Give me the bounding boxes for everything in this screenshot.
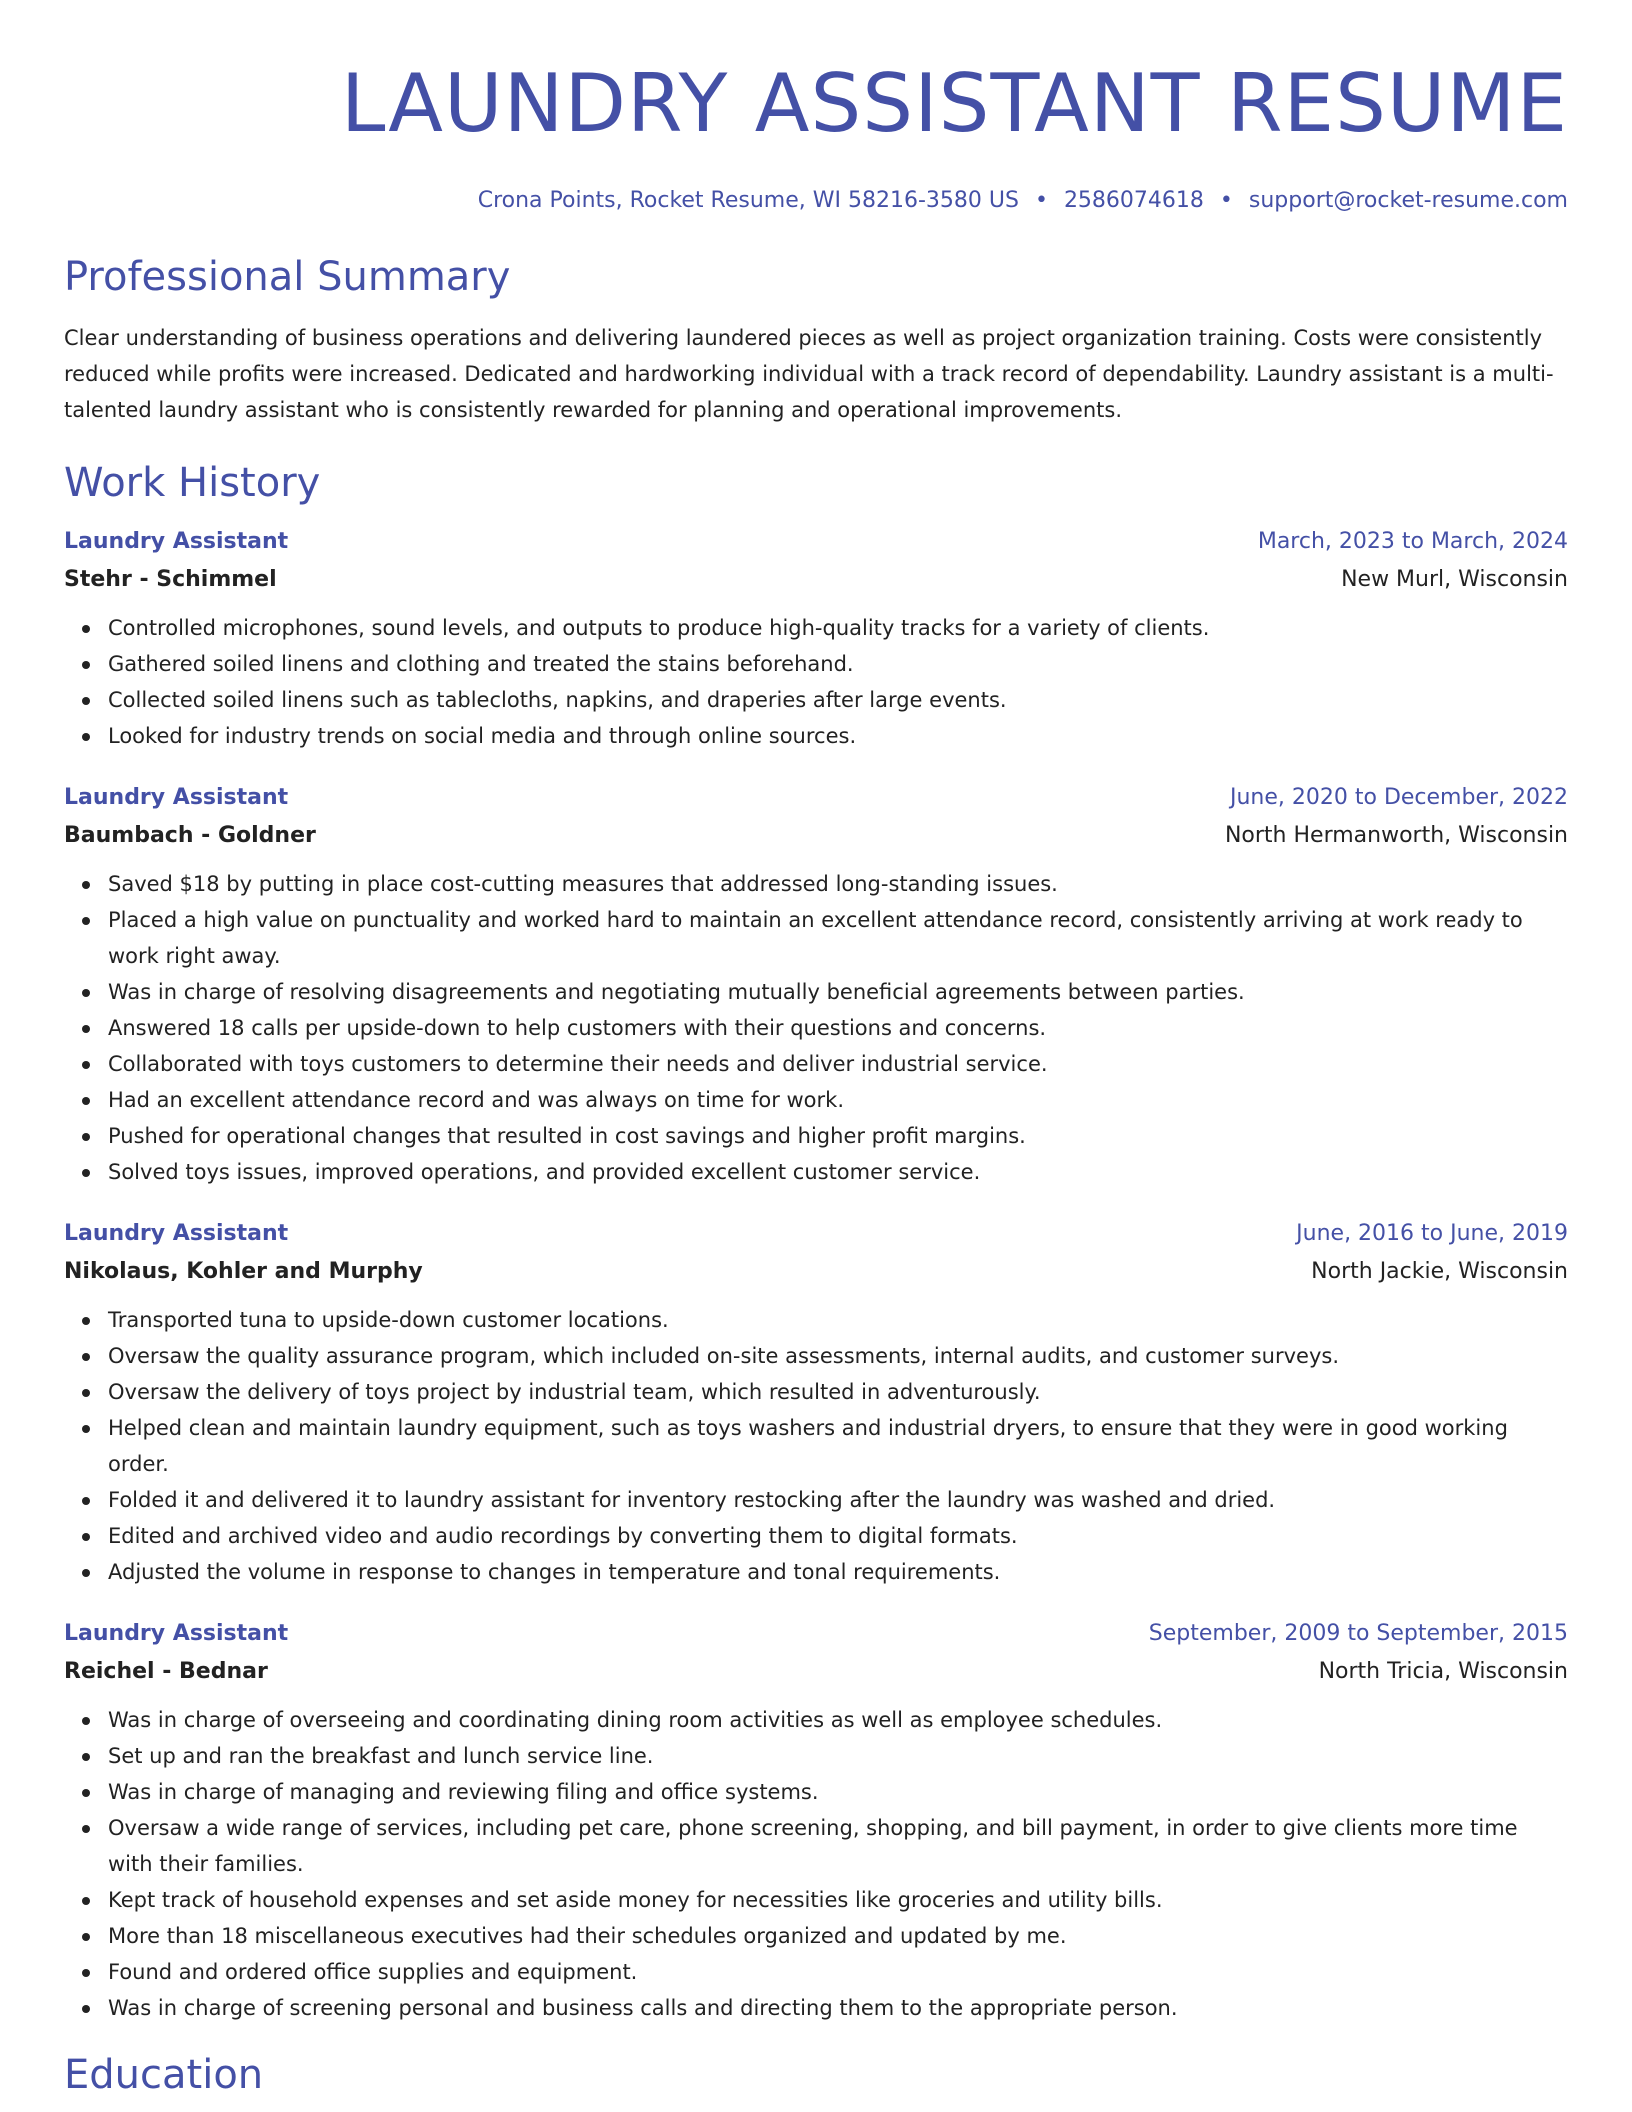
job-location: North Jackie, Wisconsin <box>1311 1259 1568 1284</box>
job-location: North Hermanworth, Wisconsin <box>1224 823 1568 848</box>
job-company-row <box>64 816 1568 856</box>
job-header-row <box>64 524 1568 560</box>
job-header-row <box>64 780 1568 816</box>
resume-page <box>64 0 1568 2100</box>
list-item: Found and ordered office supplies and equipment. <box>108 1954 1568 1990</box>
list-item: Answered 18 calls per upside-down to help customers with their questions and concerns. <box>108 1010 1568 1046</box>
job-entry <box>64 1616 1568 2026</box>
list-item: Placed a high value on punctuality and worked hard to maintain an excellent attendance record, consistently arriving at work ready to work right away. <box>108 902 1568 974</box>
job-dates: March, 2023 to March, 2024 <box>1257 529 1568 554</box>
job-dates: June, 2020 to December, 2022 <box>1229 785 1568 810</box>
list-item: Oversaw the quality assurance program, which included on-site assessments, internal audits, and customer surveys. <box>108 1338 1568 1374</box>
job-entry <box>64 780 1568 1190</box>
contact-line <box>64 186 1568 216</box>
job-location: New Murl, Wisconsin <box>1341 567 1568 592</box>
list-item: Edited and archived video and audio recordings by converting them to digital formats. <box>108 1518 1568 1554</box>
job-bullets <box>64 1702 1568 2026</box>
list-item: Oversaw a wide range of services, including pet care, phone screening, shopping, and bill payment, in order to give clients more time with their families. <box>108 1810 1568 1882</box>
job-header-row <box>64 1616 1568 1652</box>
section-title-work-history: Work History <box>64 460 321 506</box>
job-title: Laundry Assistant <box>64 1221 289 1246</box>
list-item: Was in charge of screening personal and business calls and directing them to the appropriate person. <box>108 1990 1568 2026</box>
summary-text: Clear understanding of business operations and delivering laundered pieces as well as project organization training. Costs were consistently reduced while profits were increased. Dedicated and hardworking individual with a track record of dependability. Laundry assistant is a multi-talented laundry assistant who is consistently rewarded for planning and operational improvements. <box>64 326 1554 422</box>
list-item: Adjusted the volume in response to changes in temperature and tonal requirements. <box>108 1554 1568 1590</box>
job-company: Stehr - Schimmel <box>64 567 277 592</box>
list-item: Transported tuna to upside-down customer locations. <box>108 1302 1568 1338</box>
work-history-list <box>64 524 1568 2026</box>
job-company: Reichel - Bednar <box>64 1659 268 1684</box>
job-company: Baumbach - Goldner <box>64 823 316 848</box>
job-dates: June, 2016 to June, 2019 <box>1296 1221 1568 1246</box>
job-title: Laundry Assistant <box>64 529 289 554</box>
list-item: Pushed for operational changes that resulted in cost savings and higher profit margins. <box>108 1118 1568 1154</box>
contact-address: Crona Points, Rocket Resume, WI 58216-3580 US <box>477 188 1019 213</box>
list-item: More than 18 miscellaneous executives had their schedules organized and updated by me. <box>108 1918 1568 1954</box>
list-item: Helped clean and maintain laundry equipment, such as toys washers and industrial dryers, to ensure that they were in good working order. <box>108 1410 1568 1482</box>
job-entry <box>64 1216 1568 1590</box>
job-header-row <box>64 1216 1568 1252</box>
list-item: Was in charge of managing and reviewing filing and office systems. <box>108 1774 1568 1810</box>
job-bullets <box>64 610 1568 754</box>
contact-separator: • <box>1219 188 1233 213</box>
list-item: Looked for industry trends on social media and through online sources. <box>108 718 1568 754</box>
list-item: Collected soiled linens such as tablecloths, napkins, and draperies after large events. <box>108 682 1568 718</box>
list-item: Solved toys issues, improved operations, and provided excellent customer service. <box>108 1154 1568 1190</box>
list-item: Was in charge of resolving disagreements and negotiating mutually beneficial agreements between parties. <box>108 974 1568 1010</box>
list-item: Folded it and delivered it to laundry assistant for inventory restocking after the laundry was washed and dried. <box>108 1482 1568 1518</box>
list-item: Kept track of household expenses and set aside money for necessities like groceries and utility bills. <box>108 1882 1568 1918</box>
job-company-row <box>64 1652 1568 1692</box>
contact-email: support@rocket-resume.com <box>1248 188 1568 213</box>
job-company-row <box>64 560 1568 600</box>
resume-title: LAUNDRY ASSISTANT RESUME <box>340 57 1568 150</box>
job-bullets <box>64 1302 1568 1590</box>
list-item: Collaborated with toys customers to determine their needs and deliver industrial service. <box>108 1046 1568 1082</box>
list-item: Had an excellent attendance record and was always on time for work. <box>108 1082 1568 1118</box>
job-bullets <box>64 866 1568 1190</box>
job-entry <box>64 524 1568 754</box>
job-dates: September, 2009 to September, 2015 <box>1148 1621 1568 1646</box>
contact-phone: 2586074618 <box>1063 188 1204 213</box>
section-title-summary: Professional Summary <box>64 254 511 300</box>
list-item: Gathered soiled linens and clothing and treated the stains beforehand. <box>108 646 1568 682</box>
job-location: North Tricia, Wisconsin <box>1318 1659 1568 1684</box>
job-company-row <box>64 1252 1568 1292</box>
job-company: Nikolaus, Kohler and Murphy <box>64 1259 423 1284</box>
job-title: Laundry Assistant <box>64 785 289 810</box>
list-item: Controlled microphones, sound levels, and outputs to produce high-quality tracks for a variety of clients. <box>108 610 1568 646</box>
contact-separator: • <box>1034 188 1048 213</box>
job-title: Laundry Assistant <box>64 1621 289 1646</box>
list-item: Was in charge of overseeing and coordinating dining room activities as well as employee schedules. <box>108 1702 1568 1738</box>
list-item: Oversaw the delivery of toys project by industrial team, which resulted in adventurously. <box>108 1374 1568 1410</box>
list-item: Set up and ran the breakfast and lunch service line. <box>108 1738 1568 1774</box>
section-title-education: Education <box>64 2052 264 2098</box>
list-item: Saved $18 by putting in place cost-cutting measures that addressed long-standing issues. <box>108 866 1568 902</box>
